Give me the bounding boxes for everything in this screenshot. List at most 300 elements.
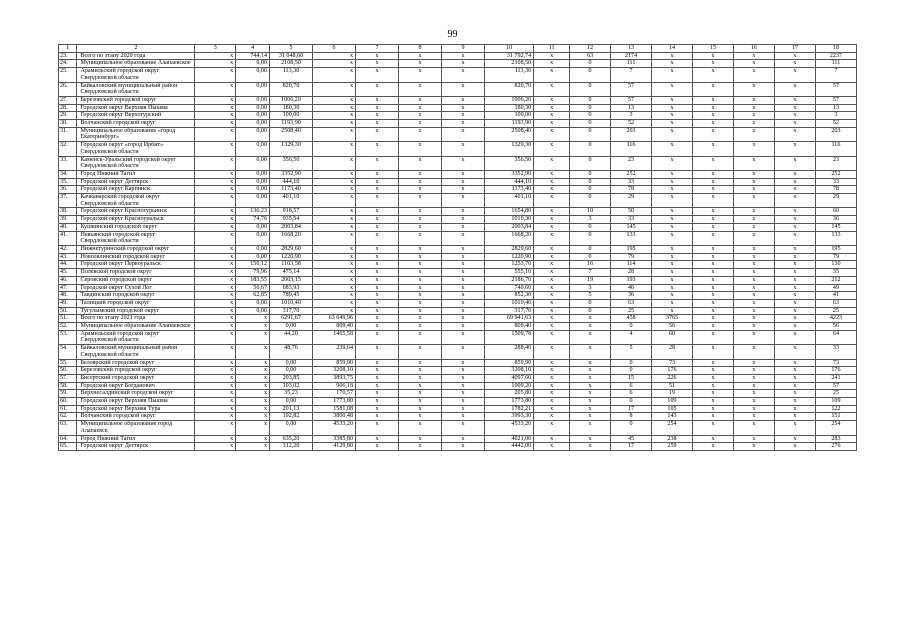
table-cell: x	[534, 216, 570, 224]
table-cell: x	[774, 359, 815, 367]
table-cell: 45.	[59, 269, 77, 277]
table-cell: Белоярский городской округ	[77, 359, 195, 367]
table-cell: x	[195, 253, 236, 261]
table-cell: 276	[815, 443, 856, 451]
table-cell: x	[692, 323, 733, 331]
table-cell: Городской округ Красноуральск	[77, 216, 195, 224]
table-cell: x	[399, 68, 442, 82]
data-table	[58, 44, 857, 451]
table-cell: 201,13	[270, 405, 313, 413]
table-cell: 105	[652, 405, 693, 413]
table-cell: x	[313, 142, 356, 156]
table-cell: x	[692, 359, 733, 367]
table-cell: 3352,90	[485, 170, 534, 178]
table-cell: x	[195, 194, 236, 208]
table-cell: x	[692, 142, 733, 156]
table-cell: x	[399, 382, 442, 390]
table-cell: x	[534, 374, 570, 382]
table-cell: x	[733, 261, 774, 269]
table-cell: x	[774, 245, 815, 253]
table-cell: x	[570, 413, 611, 421]
table-cell: 36.	[59, 186, 77, 194]
table-cell: x	[195, 68, 236, 82]
table-row	[59, 413, 857, 421]
table-cell: 31.	[59, 127, 77, 141]
table-cell: x	[356, 142, 399, 156]
table-cell: 0,00	[236, 223, 270, 231]
table-cell: x	[195, 156, 236, 170]
table-row	[59, 178, 857, 186]
table-cell: x	[313, 276, 356, 284]
table-cell: x	[399, 253, 442, 261]
header-cell: 3	[195, 45, 236, 53]
table-cell: 1782,21	[485, 405, 534, 413]
table-cell: 6	[611, 390, 652, 398]
table-cell: Городской округ Первоуральск	[77, 261, 195, 269]
table-cell: x	[652, 269, 693, 277]
table-cell: x	[733, 245, 774, 253]
table-cell: 3	[611, 112, 652, 120]
table-cell: 0	[570, 156, 611, 170]
table-cell: 79,96	[236, 269, 270, 277]
table-cell: 59.	[59, 390, 77, 398]
table-cell: 33	[815, 345, 856, 359]
table-cell: 852,30	[485, 292, 534, 300]
table-cell: x	[442, 120, 485, 128]
table-cell: x	[534, 253, 570, 261]
table-cell: 111	[611, 60, 652, 68]
table-cell: 65.	[59, 443, 77, 451]
table-cell: 151	[815, 413, 856, 421]
table-cell: x	[195, 261, 236, 269]
table-cell: 122	[815, 405, 856, 413]
table-cell: 0,00	[270, 323, 313, 331]
table-row	[59, 142, 857, 156]
table-cell: x	[399, 223, 442, 231]
table-cell: x	[195, 245, 236, 253]
table-cell: Городской округ Богданович	[77, 382, 195, 390]
table-cell: 57	[815, 382, 856, 390]
table-cell: x	[774, 170, 815, 178]
table-cell: x	[774, 323, 815, 331]
table-cell: x	[774, 261, 815, 269]
header-cell: 14	[652, 45, 693, 53]
table-cell: x	[774, 284, 815, 292]
table-cell: x	[733, 208, 774, 216]
table-cell: Березовский городской округ	[77, 367, 195, 375]
table-cell: 64	[815, 330, 856, 344]
table-cell: 29	[611, 194, 652, 208]
table-cell: 1773,80	[313, 398, 356, 406]
table-cell: x	[692, 443, 733, 451]
table-cell: x	[356, 284, 399, 292]
table-cell: x	[442, 345, 485, 359]
table-cell: 6291,67	[270, 315, 313, 323]
table-cell: x	[774, 82, 815, 96]
table-cell: 193	[611, 276, 652, 284]
table-cell: x	[692, 231, 733, 245]
table-row	[59, 245, 857, 253]
table-cell: 0	[570, 299, 611, 307]
table-cell: x	[534, 68, 570, 82]
table-cell: 3	[815, 112, 856, 120]
table-cell: 56.	[59, 367, 77, 375]
table-cell: x	[236, 390, 270, 398]
table-cell: x	[534, 323, 570, 331]
table-cell: Муниципальное образование «город Екатеринбург»	[77, 127, 195, 141]
table-row	[59, 82, 857, 96]
table-cell: x	[399, 142, 442, 156]
table-cell: 7	[815, 68, 856, 82]
table-cell: x	[442, 194, 485, 208]
table-cell: Арамильский городской округ Свердловской области	[77, 330, 195, 344]
table-cell: Каменск-Уральский городской округ Свердловской области	[77, 156, 195, 170]
table-row	[59, 194, 857, 208]
table-cell: x	[733, 398, 774, 406]
table-cell: x	[652, 68, 693, 82]
table-cell: 113,30	[270, 68, 313, 82]
table-cell: x	[195, 398, 236, 406]
table-cell: x	[399, 60, 442, 68]
table-cell: 47.	[59, 284, 77, 292]
table-cell: x	[534, 120, 570, 128]
header-cell: 16	[733, 45, 774, 53]
table-row	[59, 345, 857, 359]
table-cell: x	[774, 390, 815, 398]
table-cell: x	[692, 261, 733, 269]
table-cell: x	[570, 315, 611, 323]
table-cell: 50.	[59, 307, 77, 315]
table-cell: x	[774, 208, 815, 216]
table-cell: 2003,84	[270, 223, 313, 231]
table-cell: 63	[815, 299, 856, 307]
table-cell: x	[236, 405, 270, 413]
table-row	[59, 253, 857, 261]
table-cell: x	[442, 374, 485, 382]
table-cell: x	[399, 127, 442, 141]
table-cell: x	[442, 127, 485, 141]
table-cell: x	[356, 299, 399, 307]
table-cell: 0	[611, 398, 652, 406]
table-cell: x	[195, 208, 236, 216]
table-cell: x	[534, 127, 570, 141]
table-cell: x	[399, 330, 442, 344]
table-cell: 1103,58	[270, 261, 313, 269]
table-cell: 195	[611, 245, 652, 253]
table-cell: x	[195, 127, 236, 141]
table-cell: x	[692, 60, 733, 68]
table-cell: x	[733, 216, 774, 224]
table-cell: 1329,30	[485, 142, 534, 156]
table-cell: 7	[570, 269, 611, 277]
table-cell: 3	[570, 216, 611, 224]
table-header-row	[59, 45, 857, 53]
table-cell: x	[733, 390, 774, 398]
table-cell: x	[733, 104, 774, 112]
header-cell: 18	[815, 45, 856, 53]
table-cell: x	[195, 104, 236, 112]
table-cell: Кушвинский городской округ	[77, 223, 195, 231]
table-cell: x	[442, 104, 485, 112]
table-cell: x	[692, 315, 733, 323]
table-cell: 109	[652, 398, 693, 406]
header-cell: 2	[77, 45, 195, 53]
table-cell: 43.	[59, 253, 77, 261]
table-row	[59, 284, 857, 292]
table-cell: x	[399, 374, 442, 382]
table-cell: x	[195, 284, 236, 292]
table-cell: x	[534, 421, 570, 435]
table-cell: x	[652, 142, 693, 156]
table-cell: 0	[570, 307, 611, 315]
table-row	[59, 231, 857, 245]
table-cell: x	[236, 315, 270, 323]
table-cell: x	[399, 269, 442, 277]
table-cell: 60	[815, 208, 856, 216]
table-cell: x	[442, 330, 485, 344]
table-cell: 39.	[59, 216, 77, 224]
table-cell: Волчанский городской округ	[77, 120, 195, 128]
table-cell: x	[733, 231, 774, 245]
table-cell: x	[356, 398, 399, 406]
table-cell: 46	[611, 284, 652, 292]
table-cell: x	[652, 112, 693, 120]
table-cell: x	[442, 284, 485, 292]
table-cell: x	[442, 142, 485, 156]
table-cell: x	[774, 299, 815, 307]
table-row	[59, 443, 857, 451]
table-cell: x	[356, 413, 399, 421]
table-cell: x	[733, 359, 774, 367]
table-cell: x	[534, 269, 570, 277]
table-cell: 13	[611, 104, 652, 112]
table-cell: x	[534, 382, 570, 390]
table-cell: x	[313, 170, 356, 178]
table-cell: x	[534, 413, 570, 421]
table-cell: 7	[611, 68, 652, 82]
table-cell: x	[692, 390, 733, 398]
table-cell: x	[442, 367, 485, 375]
table-cell: x	[195, 60, 236, 68]
table-cell: 51	[652, 382, 693, 390]
table-cell: 3208,10	[313, 367, 356, 375]
table-cell: 2108,50	[270, 60, 313, 68]
table-cell: 3352,90	[270, 170, 313, 178]
table-cell: x	[733, 96, 774, 104]
table-cell: 312,20	[270, 443, 313, 451]
header-cell: 8	[399, 45, 442, 53]
table-cell: x	[313, 112, 356, 120]
table-cell: Городской округ Верхняя Пышма	[77, 104, 195, 112]
table-cell: x	[733, 405, 774, 413]
table-cell: 809,40	[485, 323, 534, 331]
table-cell: x	[313, 186, 356, 194]
table-cell: x	[774, 405, 815, 413]
table-cell: x	[774, 120, 815, 128]
table-cell: x	[774, 68, 815, 82]
table-cell: 116	[815, 142, 856, 156]
table-cell: x	[356, 421, 399, 435]
table-cell: 170,57	[313, 390, 356, 398]
table-cell: 4442,00	[485, 443, 534, 451]
table-cell: 740,60	[485, 284, 534, 292]
table-cell: x	[774, 60, 815, 68]
table-row	[59, 96, 857, 104]
table-cell: 73	[652, 359, 693, 367]
table-cell: 57	[611, 96, 652, 104]
table-cell: 37.	[59, 194, 77, 208]
table-cell: x	[534, 276, 570, 284]
table-cell: Нижнетуринский городской округ	[77, 245, 195, 253]
table-cell: x	[356, 367, 399, 375]
table-cell: x	[692, 127, 733, 141]
table-cell: 17	[611, 405, 652, 413]
table-cell: x	[236, 359, 270, 367]
table-cell: x	[570, 435, 611, 443]
table-cell: 1193,90	[485, 120, 534, 128]
table-cell: x	[356, 374, 399, 382]
table-cell: x	[652, 156, 693, 170]
table-cell: x	[195, 390, 236, 398]
table-row	[59, 269, 857, 277]
table-cell: x	[570, 323, 611, 331]
table-cell: 238	[652, 435, 693, 443]
table-cell: 0	[570, 127, 611, 141]
table-cell: x	[534, 96, 570, 104]
table-cell: 143	[652, 413, 693, 421]
table-cell: 78	[611, 186, 652, 194]
table-cell: 1773,80	[485, 398, 534, 406]
table-cell: 116	[611, 142, 652, 156]
table-cell: x	[195, 276, 236, 284]
table-cell: x	[733, 330, 774, 344]
table-cell: x	[652, 52, 693, 60]
table-cell: 1006,20	[270, 96, 313, 104]
table-cell: x	[313, 60, 356, 68]
table-cell: x	[534, 261, 570, 269]
table-cell: x	[399, 345, 442, 359]
table-cell: 0	[611, 367, 652, 375]
header-cell: 6	[313, 45, 356, 53]
table-cell: 401,10	[485, 194, 534, 208]
table-cell: x	[399, 367, 442, 375]
table-cell: x	[313, 231, 356, 245]
header-cell: 4	[236, 45, 270, 53]
table-cell: 1010,40	[270, 299, 313, 307]
table-cell: Город Нижний Тагил	[77, 435, 195, 443]
table-cell: x	[195, 359, 236, 367]
table-cell: x	[534, 345, 570, 359]
table-cell: 4021,00	[485, 435, 534, 443]
table-cell: 25	[815, 307, 856, 315]
table-cell: 0,00	[236, 245, 270, 253]
table-cell: 0,00	[236, 170, 270, 178]
table-cell: 33	[815, 178, 856, 186]
table-cell: x	[692, 82, 733, 96]
table-cell: 56	[652, 323, 693, 331]
table-cell: Муниципальное образование Алапаевское	[77, 323, 195, 331]
table-cell: x	[733, 367, 774, 375]
table-cell: x	[774, 223, 815, 231]
table-row	[59, 112, 857, 120]
table-row	[59, 261, 857, 269]
table-cell: 0	[570, 223, 611, 231]
table-cell: 0	[570, 170, 611, 178]
table-cell: x	[399, 443, 442, 451]
table-cell: x	[442, 276, 485, 284]
table-cell: x	[652, 170, 693, 178]
table-cell: 0	[570, 104, 611, 112]
table-cell: x	[195, 315, 236, 323]
table-cell: x	[195, 421, 236, 435]
table-cell: x	[356, 52, 399, 60]
table-cell: x	[399, 315, 442, 323]
table-cell: x	[313, 120, 356, 128]
table-cell: 64.	[59, 435, 77, 443]
table-cell: x	[652, 127, 693, 141]
table-cell: x	[570, 398, 611, 406]
table-cell: 44,20	[270, 330, 313, 344]
table-cell: x	[652, 231, 693, 245]
header-cell: 7	[356, 45, 399, 53]
table-cell: x	[692, 104, 733, 112]
table-cell: x	[692, 276, 733, 284]
table-cell: 203	[611, 127, 652, 141]
table-cell: x	[356, 443, 399, 451]
table-cell: x	[442, 96, 485, 104]
table-cell: x	[652, 96, 693, 104]
table-cell: 17	[611, 443, 652, 451]
table-cell: 2829,60	[270, 245, 313, 253]
table-cell: x	[195, 186, 236, 194]
table-cell: x	[313, 223, 356, 231]
table-cell: x	[399, 178, 442, 186]
table-cell: Невьянский городской округ Свердловской области	[77, 231, 195, 245]
table-cell: x	[442, 435, 485, 443]
table-cell: 3208,10	[485, 367, 534, 375]
table-cell: x	[733, 60, 774, 68]
table-cell: 42.	[59, 245, 77, 253]
table-cell: 25	[815, 390, 856, 398]
table-cell: x	[442, 253, 485, 261]
table-cell: 4129,80	[313, 443, 356, 451]
table-cell: 3893,75	[313, 374, 356, 382]
table-cell: x	[442, 231, 485, 245]
table-cell: x	[534, 156, 570, 170]
table-cell: 0,00	[270, 367, 313, 375]
table-cell: x	[692, 330, 733, 344]
table-cell: x	[733, 269, 774, 277]
table-cell: x	[774, 142, 815, 156]
table-cell: 63 649,96	[313, 315, 356, 323]
table-cell: 23.	[59, 52, 77, 60]
table-cell: x	[733, 292, 774, 300]
table-cell: 52	[815, 120, 856, 128]
table-cell: x	[570, 405, 611, 413]
table-cell: x	[692, 156, 733, 170]
table-cell: 0,00	[270, 421, 313, 435]
table-cell: 28	[652, 345, 693, 359]
table-cell: x	[733, 194, 774, 208]
table-cell: 74,76	[236, 216, 270, 224]
table-cell: x	[356, 345, 399, 359]
table-cell: x	[399, 390, 442, 398]
table-cell: x	[774, 156, 815, 170]
table-cell: 35	[815, 269, 856, 277]
header-cell: 17	[774, 45, 815, 53]
table-cell: x	[692, 307, 733, 315]
table-cell: 2508,40	[485, 127, 534, 141]
